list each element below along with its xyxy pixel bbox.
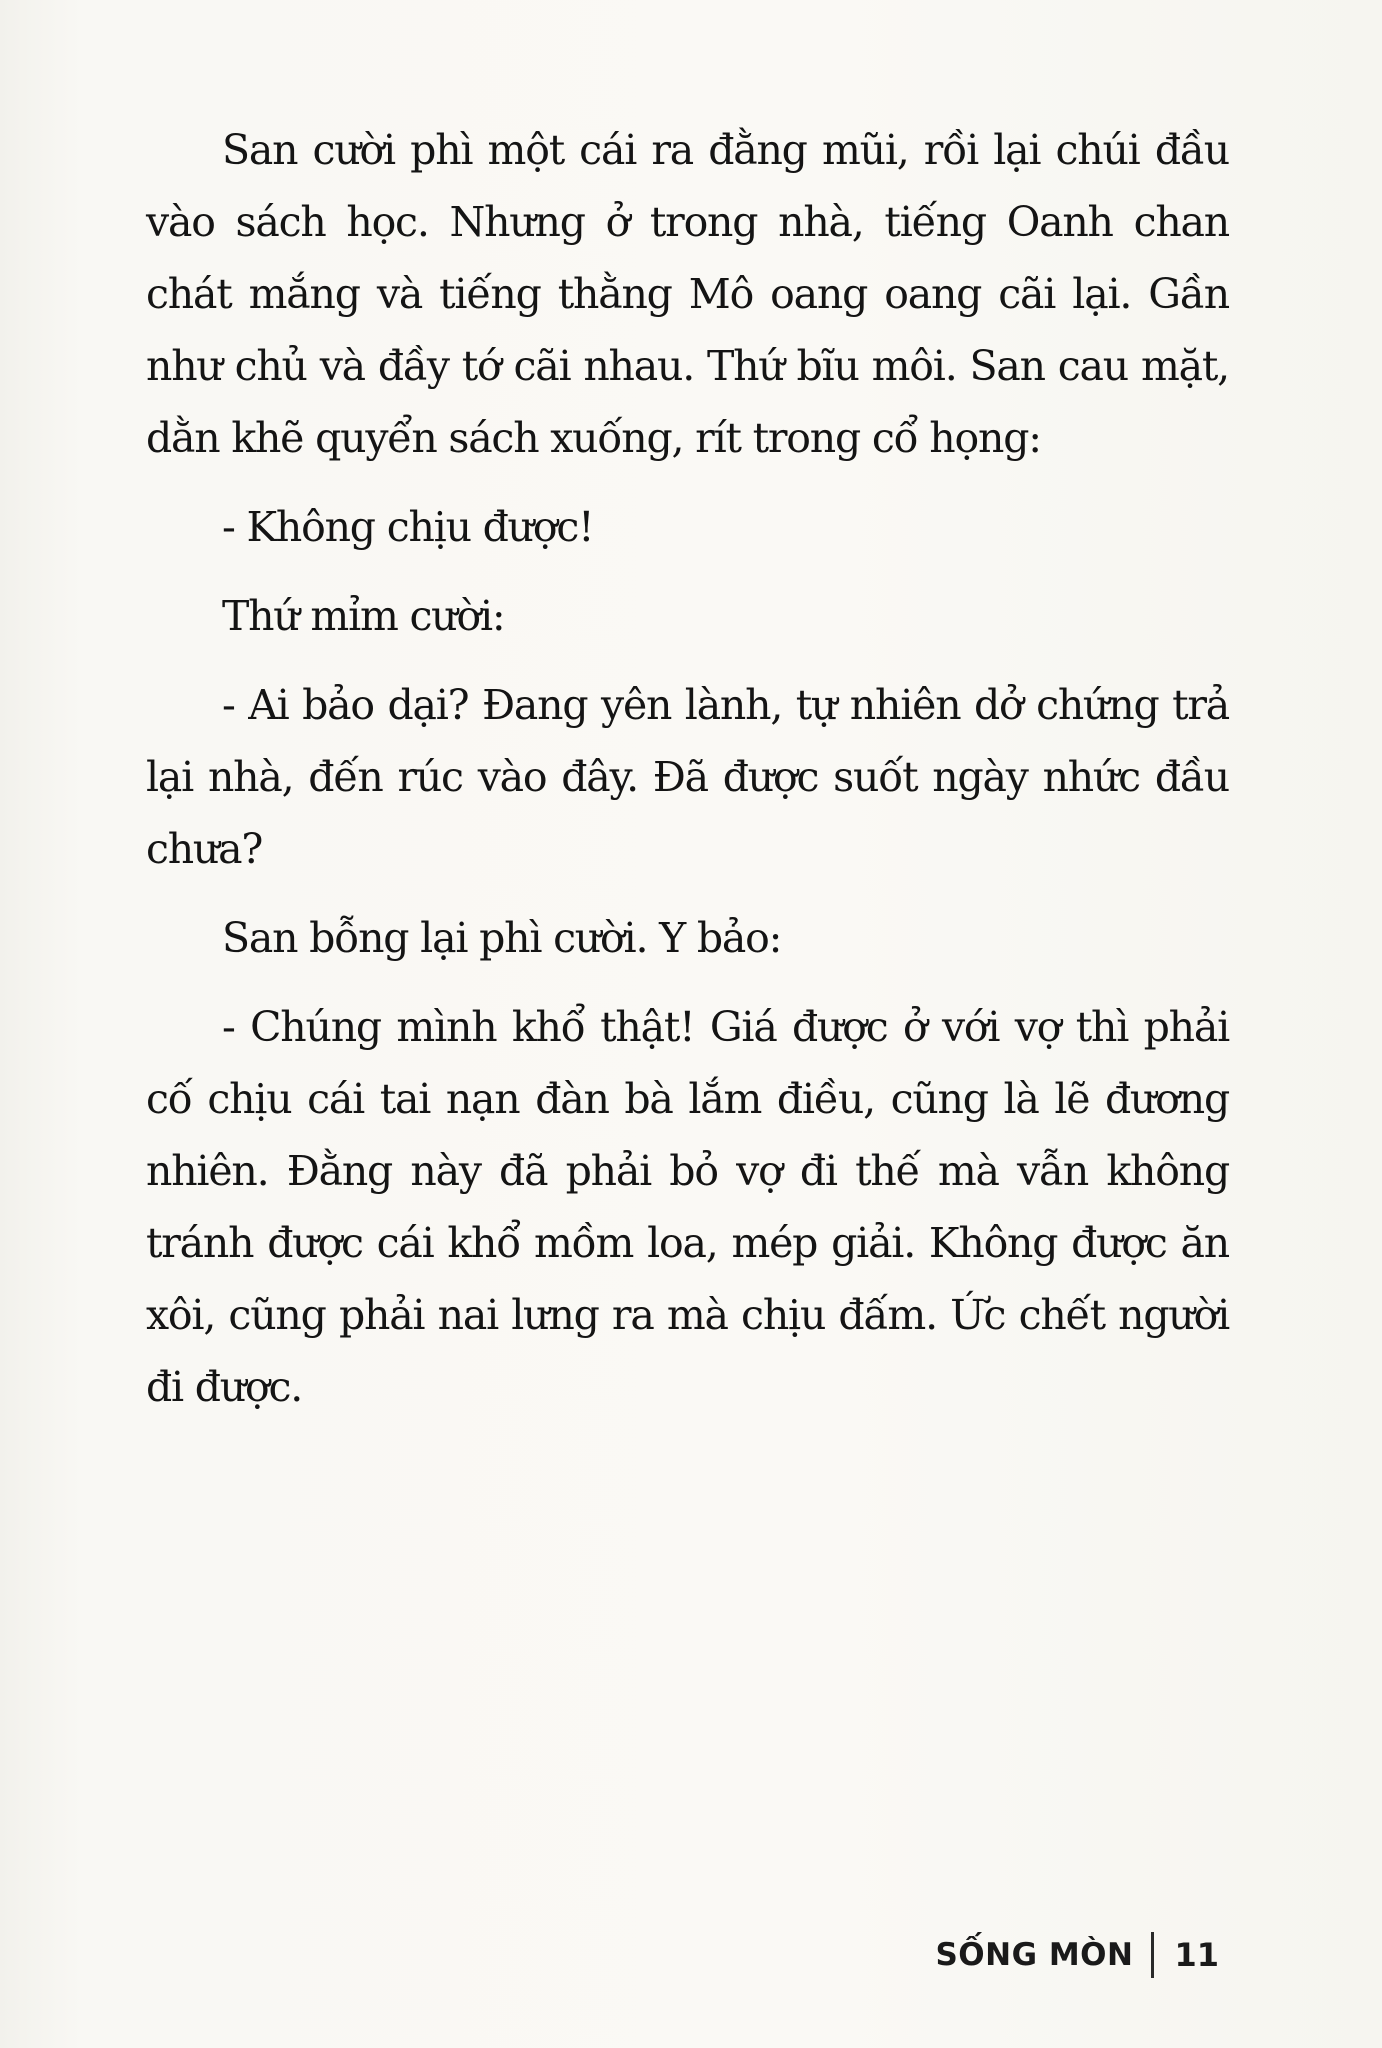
body-text [146,114,1229,1440]
paragraph-6: - Chúng mình khổ thật! Giá được ở với vợ thì phải cố chịu cái tai nạn đàn bà lắm điều, cũng là lẽ đương nhiên. Đằng này đã phải bỏ vợ đi thế mà vẫn không tránh được cái khổ mồm loa, mép giải. Không được ăn xôi, cũng phải nai lưng ra mà chịu đấm. Ức chết người đi được. [146,1003,1229,1411]
paragraph-2: - Không chịu được! [222,503,594,551]
footer-divider [1151,1932,1154,1978]
page-footer [935,1930,1219,1980]
book-title: SỐNG MÒN [935,1937,1134,1973]
page-number: 11 [1174,1936,1219,1974]
paragraph-3: Thứ mỉm cười: [222,592,505,640]
paragraph-1: San cười phì một cái ra đằng mũi, rồi lại chúi đầu vào sách học. Nhưng ở trong nhà, tiếng Oanh chan chát mắng và tiếng thằng Mô oang oang cãi lại. Gần như chủ và đầy tớ cãi nhau. Thứ bĩu môi. San cau mặt, dằn khẽ quyển sách xuống, rít trong cổ họng: [146,126,1229,462]
paragraph-4: - Ai bảo dại? Đang yên lành, tự nhiên dở chứng trả lại nhà, đến rúc vào đây. Đã được suốt ngày nhức đầu chưa? [146,681,1229,873]
paragraph-5: San bỗng lại phì cười. Y bảo: [222,914,782,962]
